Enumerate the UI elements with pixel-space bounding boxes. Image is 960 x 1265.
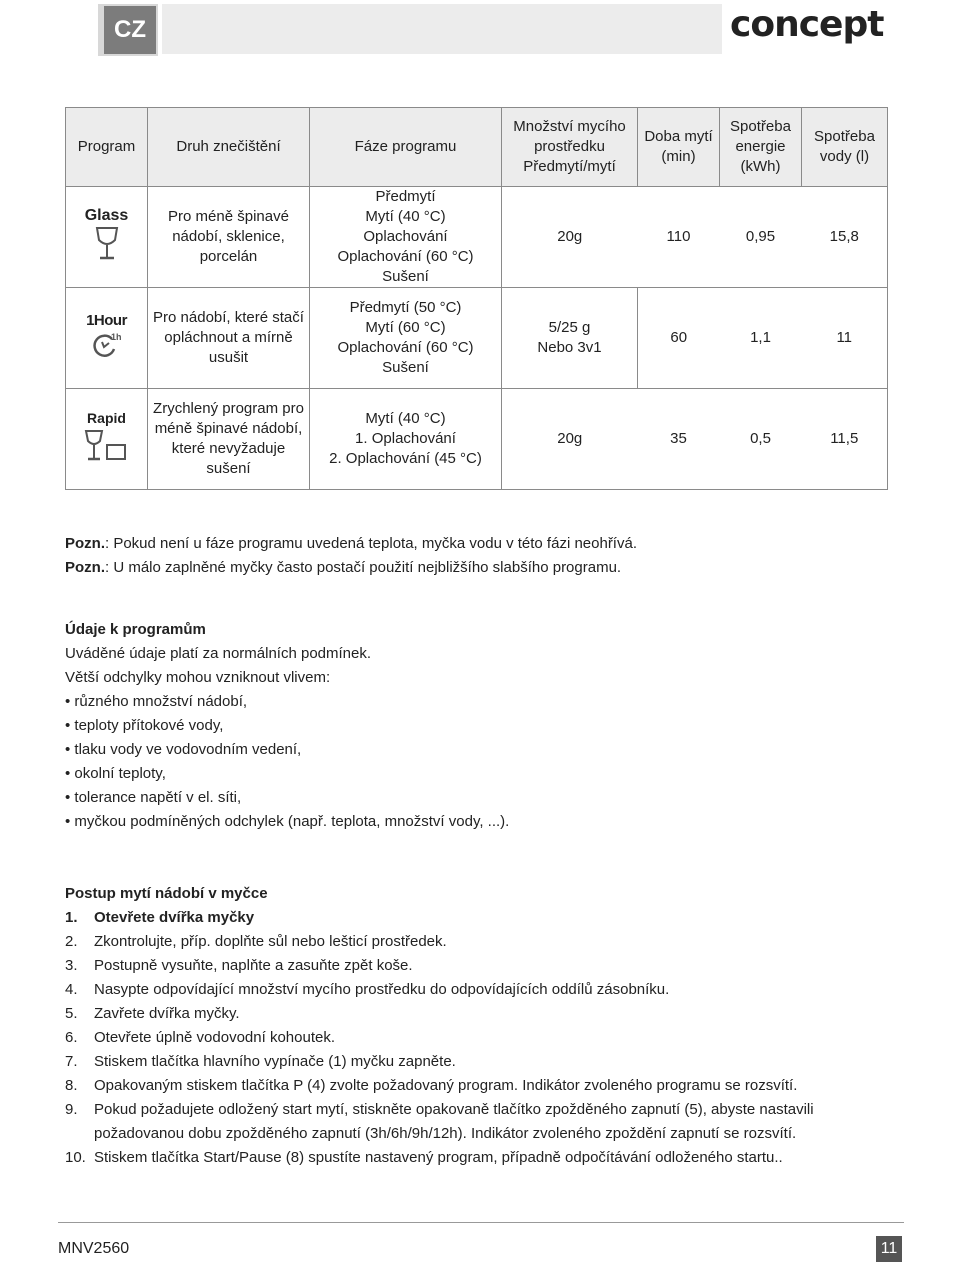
phase-line: 1. Oplachování (355, 430, 456, 447)
note-label: Pozn. (65, 535, 105, 552)
step-text: Postupně vysuňte, naplňte a zasuňte zpět koše. (94, 957, 413, 974)
time-cell: 35 (638, 389, 720, 490)
program-cell (66, 288, 148, 389)
col-header-program: Program (66, 108, 148, 187)
step-item (65, 1098, 905, 1146)
section-title: Postup mytí nádobí v myčce (65, 885, 268, 902)
energy-cell: 0,95 (720, 187, 802, 288)
table-row (66, 389, 888, 490)
notes (65, 532, 637, 580)
step-text: Otevřete dvířka myčky (94, 909, 255, 926)
phases-cell (310, 389, 502, 490)
list-item: • myčkou podmíněných odchylek (např. teplota, množství vody, ...). (65, 810, 509, 834)
note-line (65, 556, 637, 580)
step-item (65, 906, 905, 930)
col-header-energy: Spotřeba energie (kWh) (720, 108, 802, 187)
col-header-water: Spotřeba vody (l) (802, 108, 888, 187)
brand-logo: concept (730, 4, 884, 45)
phase-line: Sušení (382, 268, 429, 285)
clock-1h-icon (92, 331, 122, 359)
step-text: Zavřete dvířka myčky. (94, 1005, 240, 1022)
step-item (65, 1050, 905, 1074)
phases-cell (310, 187, 502, 288)
phase-line: Předmytí (375, 188, 436, 205)
wine-glass-icon (94, 226, 120, 262)
step-item (65, 930, 905, 954)
soil-cell: Pro nádobí, které stačí opláchnout a mírně usušit (148, 288, 310, 389)
phase-line: Oplachování (60 °C) (337, 248, 474, 265)
col-header-soil: Druh znečištění (148, 108, 310, 187)
step-text: Opakovaným stiskem tlačítka P (4) zvolte požadovaný program. Indikátor zvoleného programu se rozsvítí. (94, 1077, 798, 1094)
footer-divider (58, 1222, 904, 1223)
energy-cell: 0,5 (720, 389, 802, 490)
col-header-time: Doba mytí (min) (638, 108, 720, 187)
step-number: 2. (65, 933, 78, 950)
section-text: Uváděné údaje platí za normálních podmínek. (65, 645, 372, 662)
step-item (65, 1074, 905, 1098)
phases-cell (310, 288, 502, 389)
step-text: Stiskem tlačítka hlavního vypínače (1) myčku zapněte. (94, 1053, 456, 1070)
svg-text:1h: 1h (110, 332, 122, 342)
phase-line: Mytí (40 °C) (365, 410, 446, 427)
phase-line: Předmytí (50 °C) (349, 299, 462, 316)
water-cell: 11 (802, 288, 888, 389)
soil-cell: Pro méně špinavé nádobí, sklenice, porcelán (148, 187, 310, 288)
col-header-detergent: Množství mycího prostředku Předmytí/mytí (502, 108, 638, 187)
step-number: 5. (65, 1005, 78, 1022)
model-number: MNV2560 (58, 1240, 130, 1257)
note-label: Pozn. (65, 559, 105, 576)
step-number: 4. (65, 981, 78, 998)
step-text: Nasypte odpovídající množství mycího prostředku do odpovídajících oddílů zásobníku. (94, 981, 670, 998)
detergent-cell: 20g (502, 389, 638, 490)
phase-line: Mytí (60 °C) (365, 319, 446, 336)
step-item (65, 1146, 905, 1170)
step-number: 7. (65, 1053, 78, 1070)
detergent-cell: 20g (502, 187, 638, 288)
header-strip (162, 4, 722, 54)
water-cell: 15,8 (802, 187, 888, 288)
soil-cell: Zrychlený program pro méně špinavé nádobí, které nevyžaduje sušení (148, 389, 310, 490)
phase-line: Oplachování (60 °C) (337, 339, 474, 356)
energy-cell: 1,1 (720, 288, 802, 389)
procedure-section (65, 882, 905, 1170)
step-number: 3. (65, 957, 78, 974)
detergent-line: Nebo 3v1 (537, 339, 602, 356)
col-header-phases: Fáze programu (310, 108, 502, 187)
table-row (66, 187, 888, 288)
step-number: 1. (65, 909, 78, 926)
program-name: 1Hour (86, 312, 127, 329)
list-item: • teploty přítokové vody, (65, 714, 509, 738)
language-badge: CZ (104, 6, 156, 54)
step-number: 10. (65, 1149, 86, 1166)
phase-line: Sušení (382, 359, 429, 376)
step-number: 6. (65, 1029, 78, 1046)
list-item: • tolerance napětí v el. síti, (65, 786, 509, 810)
table-row (66, 288, 888, 389)
note-line (65, 532, 637, 556)
water-cell: 11,5 (802, 389, 888, 490)
detergent-cell (502, 288, 638, 389)
program-name: Glass (84, 207, 129, 224)
step-number: 8. (65, 1077, 78, 1094)
step-text: Otevřete úplně vodovodní kohoutek. (94, 1029, 335, 1046)
step-text: Zkontrolujte, příp. doplňte sůl nebo lešticí prostředek. (94, 933, 447, 950)
phase-line: Oplachování (363, 228, 448, 245)
note-text: : Pokud není u fáze programu uvedená teplota, myčka vodu v této fázi neohřívá. (105, 535, 637, 552)
phase-line: 2. Oplachování (45 °C) (329, 450, 482, 467)
step-number: 9. (65, 1101, 78, 1118)
glass-and-cup-icon (84, 428, 130, 464)
section-text: Větší odchylky mohou vzniknout vlivem: (65, 669, 331, 686)
time-cell: 60 (638, 288, 720, 389)
step-item (65, 1002, 905, 1026)
step-item (65, 1026, 905, 1050)
note-text: : U málo zaplněné myčky často postačí použití nejbližšího slabšího programu. (105, 559, 622, 576)
deviation-list (65, 690, 509, 834)
program-name: Rapid (87, 410, 126, 426)
list-item: • okolní teploty, (65, 762, 509, 786)
step-text: Stiskem tlačítka Start/Pause (8) spustíte nastavený program, případně odpočítávání odloženého startu.. (94, 1149, 783, 1166)
step-item (65, 954, 905, 978)
detergent-line: 5/25 g (548, 319, 591, 336)
time-cell: 110 (638, 187, 720, 288)
program-cell (66, 187, 148, 288)
list-item: • tlaku vody ve vodovodním vedení, (65, 738, 509, 762)
step-item (65, 978, 905, 1002)
page-number: 11 (876, 1236, 902, 1262)
step-text: Pokud požadujete odložený start mytí, stiskněte opakovaně tlačítko zpožděného zapnutí (5), abyste nastavili požadovanou dobu zpožděného zapnutí (3h/6h/9h/12h). Indikátor zvoleného zpoždění zapnutí se rozsvítí. (94, 1101, 814, 1142)
program-data-section (65, 618, 509, 834)
program-table (65, 107, 888, 490)
table-header-row (66, 108, 888, 187)
list-item: • různého množství nádobí, (65, 690, 509, 714)
procedure-steps (65, 906, 905, 1170)
program-cell (66, 389, 148, 490)
phase-line: Mytí (40 °C) (365, 208, 446, 225)
section-title: Údaje k programům (65, 621, 206, 638)
